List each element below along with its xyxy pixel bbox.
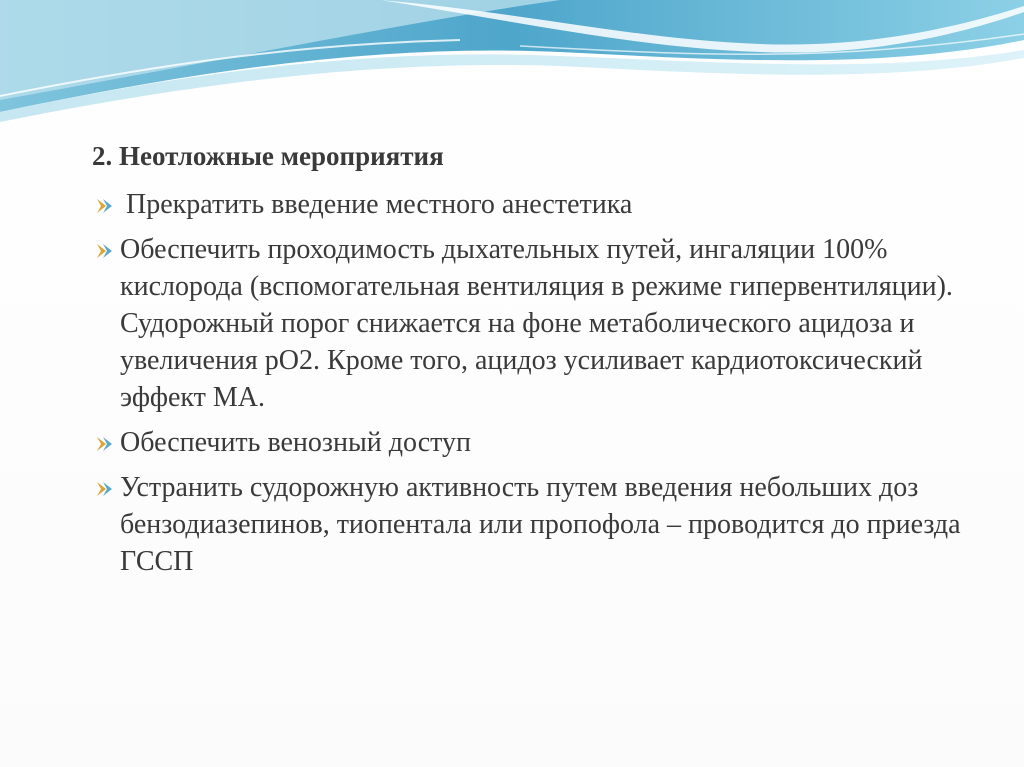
arrow-bullet-icon (94, 480, 114, 498)
arrow-bullet-icon (94, 435, 114, 453)
arrow-bullet-icon (94, 242, 114, 260)
slide-heading: 2. Неотложные мероприятия (92, 141, 444, 171)
bullet-text: Обеспечить проходимость дыхательных путей, ингаляции 100% кислорода (вспомогательная вентиляция в режиме гипервентиляции). Судорожный порог снижается на фоне метаболического ацидоза и увеличения рО2. Кроме того, ацидоз усиливает кардиотоксический эффект МА. (120, 234, 953, 413)
bullet-text: Устранить судорожную активность путем введения небольших доз бензодиазепинов, тиопентала или пропофола – проводится до приезда ГССП (120, 472, 961, 577)
wave-header-decoration (0, 0, 1024, 130)
bullet-item (92, 186, 982, 223)
bullet-item (92, 231, 982, 416)
slide-content (92, 138, 982, 588)
bullet-list (92, 186, 982, 580)
bullet-item (92, 424, 982, 461)
bullet-text: Обеспечить венозный доступ (120, 427, 471, 458)
arrow-bullet-icon (94, 197, 114, 215)
bullet-item (92, 469, 982, 580)
bullet-text: Прекратить введение местного анестетика (126, 189, 633, 220)
